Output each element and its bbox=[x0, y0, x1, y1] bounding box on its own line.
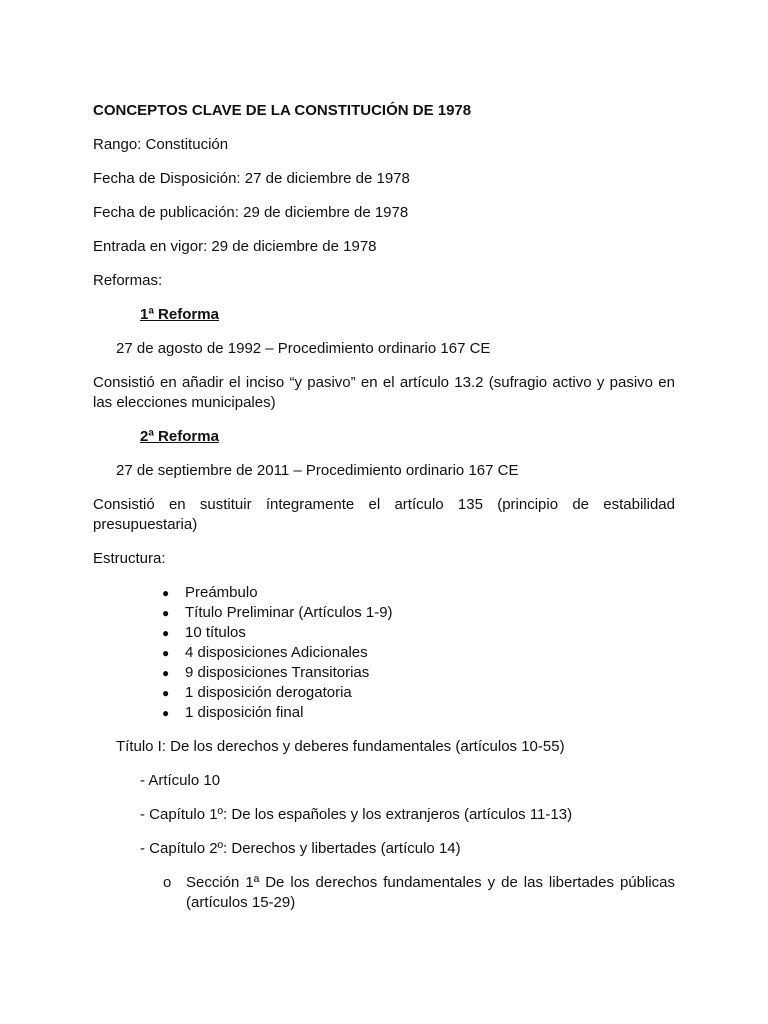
reform-1-heading bbox=[93, 305, 675, 325]
list-item-text: 1 disposición derogatoria bbox=[185, 684, 352, 701]
reform-2-heading-text: 2ª Reforma bbox=[140, 428, 219, 445]
bullet-icon: ● bbox=[162, 686, 170, 700]
rango-line: Rango: Constitución bbox=[93, 136, 229, 153]
list-item bbox=[162, 643, 675, 663]
list-item bbox=[162, 683, 675, 703]
list-item-text: Preámbulo bbox=[185, 584, 258, 601]
list-item-text: 1 disposición final bbox=[185, 704, 304, 721]
list-item bbox=[162, 583, 675, 603]
estructura-list bbox=[93, 583, 675, 723]
reform-2-description: Consistió en sustituir íntegramente el artículo 135 (principio de estabilidad presupuestaria) bbox=[93, 496, 675, 533]
list-item-text: 9 disposiciones Transitorias bbox=[185, 664, 370, 681]
seccion-1-text: Sección 1ª De los derechos fundamentales y de las libertades públicas (artículos 15-29) bbox=[186, 874, 675, 911]
titulo-1-sub-capitulo-1: - Capítulo 1º: De los españoles y los extranjeros (artículos 11-13) bbox=[140, 806, 573, 823]
bullet-icon: ● bbox=[162, 666, 170, 680]
circle-bullet-icon: o bbox=[163, 874, 172, 891]
bullet-icon: ● bbox=[162, 606, 170, 620]
list-item bbox=[162, 603, 675, 623]
list-item bbox=[162, 703, 675, 723]
list-item-text: 10 títulos bbox=[185, 624, 246, 641]
list-item bbox=[162, 663, 675, 683]
fecha-publicacion-line: Fecha de publicación: 29 de diciembre de 1978 bbox=[93, 204, 409, 221]
document-title: CONCEPTOS CLAVE DE LA CONSTITUCIÓN DE 1978 bbox=[93, 102, 472, 119]
titulo-1-sub-capitulo-2: - Capítulo 2º: Derechos y libertades (artículo 14) bbox=[140, 840, 461, 857]
list-item bbox=[162, 623, 675, 643]
reform-1-description: Consistió en añadir el inciso “y pasivo” en el artículo 13.2 (sufragio activo y pasivo en las elecciones municipales) bbox=[93, 374, 675, 411]
list-item-text: 4 disposiciones Adicionales bbox=[185, 644, 368, 661]
estructura-label: Estructura: bbox=[93, 550, 166, 567]
document-body bbox=[93, 101, 675, 913]
reform-2-date: 27 de septiembre de 2011 – Procedimiento ordinario 167 CE bbox=[116, 462, 519, 479]
bullet-icon: ● bbox=[162, 626, 170, 640]
fecha-disposicion-line: Fecha de Disposición: 27 de diciembre de 1978 bbox=[93, 170, 410, 187]
reformas-label: Reformas: bbox=[93, 272, 163, 289]
list-item-text: Título Preliminar (Artículos 1-9) bbox=[185, 604, 393, 621]
bullet-icon: ● bbox=[162, 706, 170, 720]
entrada-vigor-line: Entrada en vigor: 29 de diciembre de 1978 bbox=[93, 238, 377, 255]
reform-2-heading bbox=[93, 427, 675, 447]
bullet-icon: ● bbox=[162, 646, 170, 660]
bullet-icon: ● bbox=[162, 586, 170, 600]
reform-1-date: 27 de agosto de 1992 – Procedimiento ordinario 167 CE bbox=[116, 340, 491, 357]
reform-1-heading-text: 1ª Reforma bbox=[140, 306, 219, 323]
seccion-1-item bbox=[93, 873, 675, 913]
titulo-1-sub-articulo-10: - Artículo 10 bbox=[140, 772, 221, 789]
titulo-1-heading: Título I: De los derechos y deberes fundamentales (artículos 10-55) bbox=[116, 738, 565, 755]
